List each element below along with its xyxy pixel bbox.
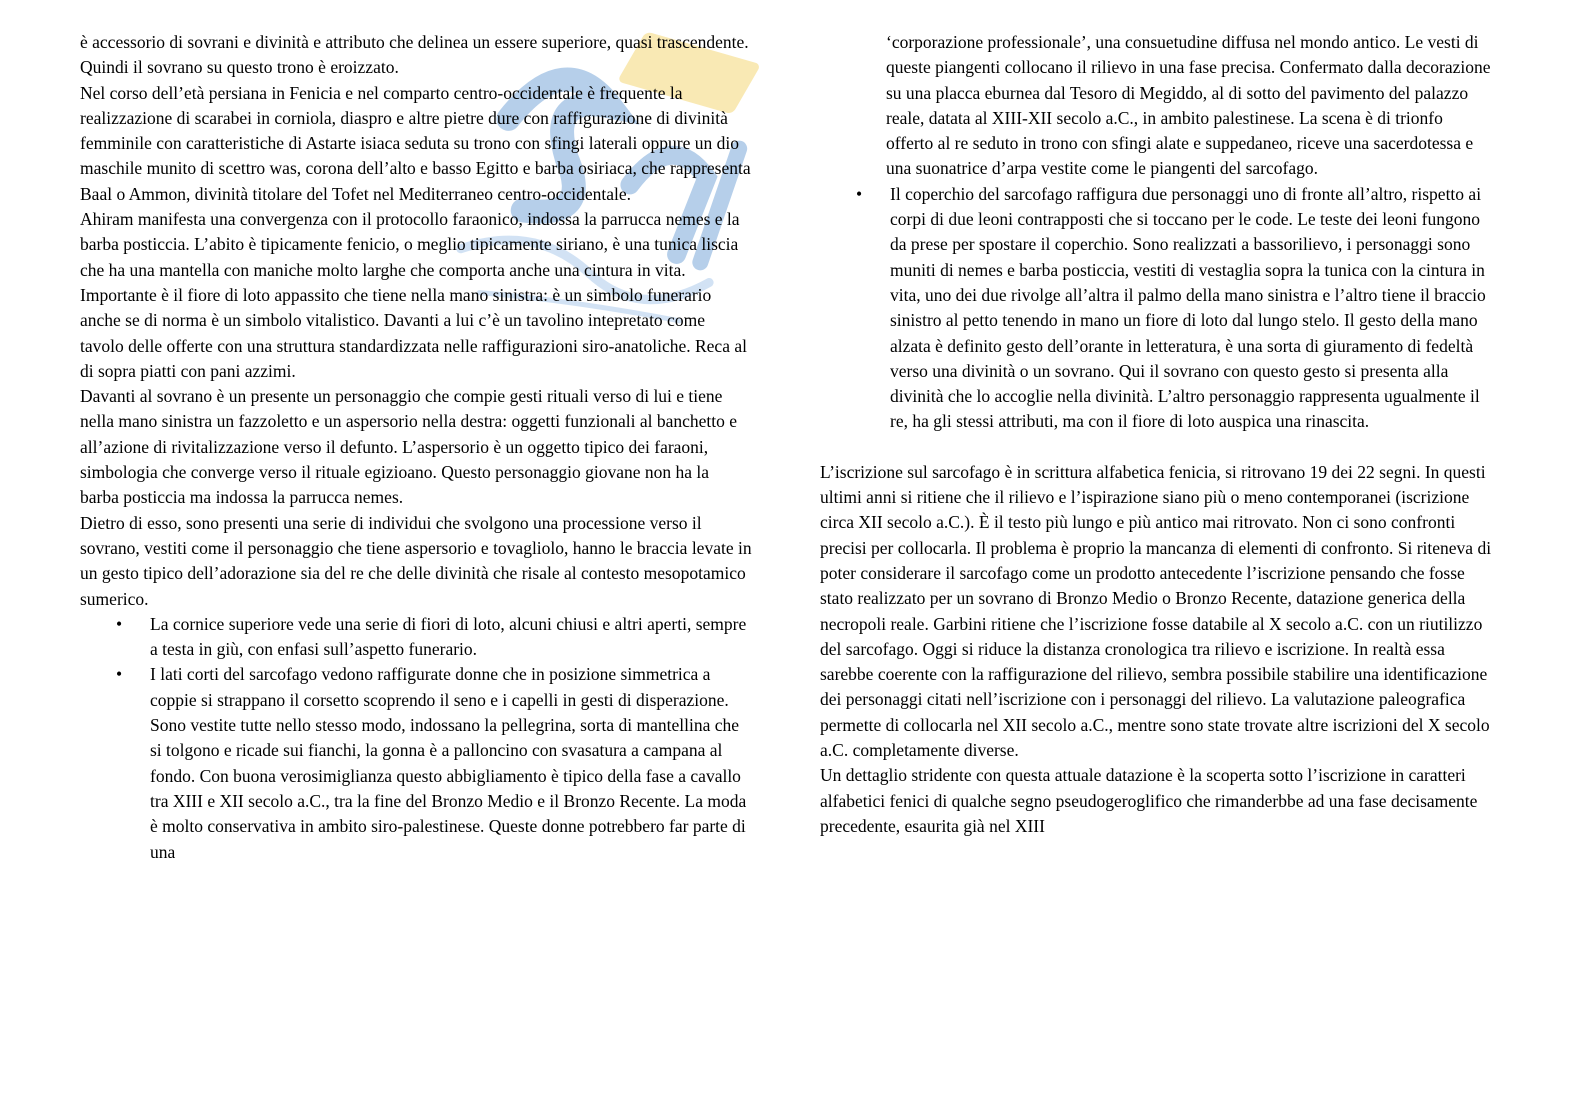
bullet-list <box>80 612 752 865</box>
bullet-item: • La cornice superiore vede una serie di fiori di loto, alcuni chiusi e altri aperti, sempre a testa in giù, con enfasi sull’aspetto funerario. <box>80 612 752 663</box>
bullet-continuation-paragraph: ‘corporazione professionale’, una consuetudine diffusa nel mondo antico. Le vesti di queste piangenti collocano il rilievo in una fase precisa. Confermato dalla decorazione su una placca eburnea dal Tesoro di Megiddo, al di sotto del pavimento del palazzo reale, datata al XIII-XII secolo a.C., in ambito palestinese. La scena è di trionfo offerto al re seduto in trono con sfingi alate e suppedaneo, riceve una sacerdotessa e una suonatrice d’arpa vestite come le piangenti del sarcofago. <box>886 32 1491 179</box>
left-column <box>80 30 752 865</box>
right-column <box>820 30 1492 865</box>
two-column-layout <box>80 30 1492 865</box>
bullet-item: • Il coperchio del sarcofago raffigura due personaggi uno di fronte all’altro, rispetto ai corpi di due leoni contrapposti che si toccano per le code. Le teste dei leoni fungono da prese per spostare il coperchio. Sono realizzati a bassorilievo, i personaggi sono muniti di nemes e barba posticcia, vestiti di vestaglia sopra la tunica con la cintura in vita, uno dei due rivolge all’altra il palmo della mano sinistra e l’altro tiene il braccio sinistro al petto tenendo in mano un fiore di loto dal lungo stelo. Il gesto della mano alzata è definito gesto dell’orante in letteratura, è una sorta di giuramento di fedeltà verso una divinità o un sovrano. Qui il sovrano con questo gesto si presenta alla divinità che lo accoglie nella divinità. L’altro personaggio rappresenta ugualmente il re, ha gli stessi attributi, ma con il fiore di loto auspica una rinascita. <box>820 182 1492 435</box>
paragraph: Un dettaglio stridente con questa attuale datazione è la scoperta sotto l’iscrizione in caratteri alfabetici fenici di qualche segno pseudogeroglifico che rimanderbbe ad una fase decisamente precedente, esaurita già nel XIII <box>820 765 1478 836</box>
paragraph: Davanti al sovrano è un presente un personaggio che compie gesti rituali verso di lui e tiene nella mano sinistra un fazzoletto e un aspersorio nella destra: oggetti funzionali al banchetto e all’azione di rivitalizzazione verso il defunto. L’aspersorio è un oggetto tipico dei faraoni, simbologia che converge verso il rituale egizioano. Questo personaggio giovane non ha la barba posticcia ma indossa la parrucca nemes. <box>80 386 737 508</box>
paragraph: L’iscrizione sul sarcofago è in scrittura alfabetica fenicia, si ritrovano 19 dei 22 segni. In questi ultimi anni si ritiene che il rilievo e l’ispirazione siano più o meno contemporanei (iscrizione circa XII secolo a.C.). È il testo più lungo e più antico mai ritrovato. Non ci sono confronti precisi per collocarla. Il problema è proprio la mancanza di elementi di confronto. Si riteneva di poter considerare il sarcofago come un prodotto antecedente l’iscrizione pensando che fosse stato realizzato per un sovrano di Bronzo Medio o Bronzo Recente, datazione generica della necropoli reale. Garbini ritiene che l’iscrizione fosse databile al X secolo a.C. con un riutilizzo del sarcofago. Oggi si riduce la distanza cronologica tra rilievo e iscrizione. In realtà essa sarebbe coerente con la raffigurazione del rilievo, sembra possibile stabilire una identificazione dei personaggi citati nell’iscrizione con i personaggi del rilievo. La valutazione paleografica permette di collocarla nel XII secolo a.C., mentre sono state trovate altre iscrizioni del X secolo a.C. completamente diverse. <box>820 461 1492 761</box>
paragraph: Dietro di esso, sono presenti una serie di individui che svolgono una processione verso il sovrano, vestiti come il personaggio che tiene aspersorio e tovagliolo, hanno le braccia levate in un gesto tipico dell’adorazione sia del re che delle divinità che risale al contesto mesopotamico sumerico. <box>80 512 752 609</box>
paragraph: Ahiram manifesta una convergenza con il protocollo faraonico, indossa la parrucca nemes e la barba posticcia. L’abito è tipicamente fenicio, o meglio tipicamente siriano, è una tunica liscia che ha una mantella con maniche molto larghe che comporta anche una cintura in vita. Importante è il fiore di loto appassito che tiene nella mano sinistra: è un simbolo funerario anche se di norma è un simbolo vitalistico. Davanti a lui c’è un tavolino intepretato come tavolo delle offerte con una struttura standardizzata nelle raffigurazioni siro-anatoliche. Reca al di sopra piatti con pani azzimi. <box>80 209 747 381</box>
paragraph: è accessorio di sovrani e divinità e attributo che delinea un essere superiore, quasi trascendente. Quindi il sovrano su questo trono è eroizzato. <box>80 32 749 78</box>
bullet-item: • I lati corti del sarcofago vedono raffigurate donne che in posizione simmetrica a coppie si strappano il corsetto scoprendo il seno e i capelli in gesti di disperazione. Sono vestite tutte nello stesso modo, indossano la pellegrina, sorta di mantellina che si tolgono e ricade sui fianchi, la gonna è a palloncino con svasatura a campana al fondo. Con buona verosimiglianza questo abbigliamento è tipico della fase a cavallo tra XIII e XII secolo a.C., tra la fine del Bronzo Medio e il Bronzo Recente. La moda è molto conservativa in ambito siro-palestinese. Queste donne potrebbero far parte di una <box>80 662 752 864</box>
paragraph: Nel corso dell’età persiana in Fenicia e nel comparto centro-occidentale è frequente la realizzazione di scarabei in corniola, diaspro e altre pietre dure con raffigurazione di divinità femminile con caratteristiche di Astarte isiaca seduta su trono con sfingi laterali oppure un dio maschile munito di scettro was, corona dell’alto e basso Egitto e barba osiriaca, che rappresenta Baal o Ammon, divinità titolare del Tofet nel Mediterraneo centro-occidentale. <box>80 82 751 204</box>
bullet-list <box>820 182 1492 435</box>
